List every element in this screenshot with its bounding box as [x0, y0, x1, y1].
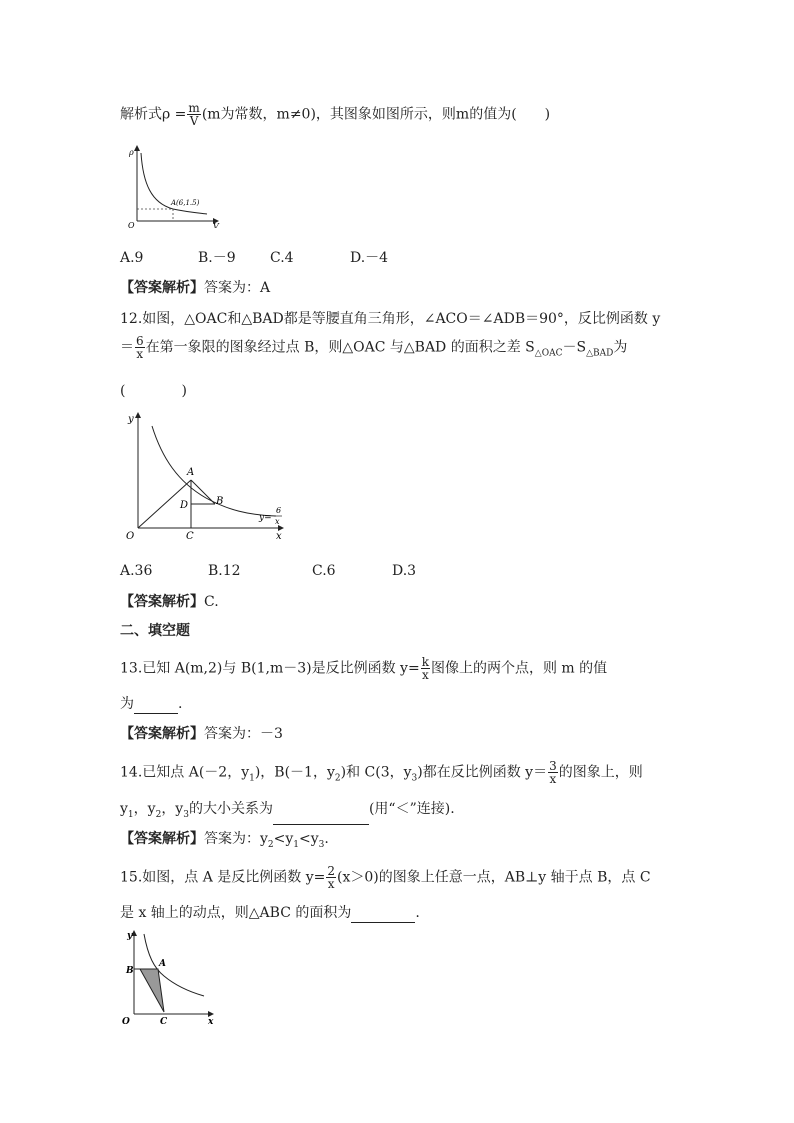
- q13-line-2: 为 .: [120, 696, 183, 712]
- q11-point-label: A(6,1.5): [171, 199, 200, 207]
- q12-curve-label-num: 6: [276, 506, 282, 515]
- q12-option-a: A.36: [120, 563, 153, 579]
- q15-x-label: x: [208, 1017, 214, 1026]
- q15-a-label: A: [159, 959, 166, 969]
- q15-o-label: O: [122, 1017, 130, 1026]
- q11-x-label: V: [213, 222, 219, 228]
- q14-blank[interactable]: [273, 810, 369, 825]
- q12-line-3: ( ): [120, 383, 187, 399]
- q13-blank[interactable]: [134, 699, 178, 714]
- q11-graph: [125, 143, 225, 228]
- q14-line-1: 14.已知点 A(－2，$y_1$)，B(－1，$y_2$)和 C(3，$y_3$)都在反比例函数 y＝ $\frac{3}{x}$ 的图象上，则: [120, 759, 643, 786]
- q11-option-b: B.－9: [198, 250, 236, 266]
- q12-x-label: x: [276, 531, 282, 542]
- q13-line-1: 13.已知 A(m,2)与 B(1,m－3)是反比例函数 y= $\frac{k}{x}$ 图像上的两个点，则 m 的值: [120, 655, 608, 682]
- q12-line-2: ＝ $\frac{6}{x}$ 在第一象限的图象经过点 B，则△OAC 与△BAD 的面积之差 $S_{\triangle OAC}-S_{\triangle BAD}$为: [120, 334, 628, 361]
- q11-text: 解析式ρ = $\frac{m}{V}$ (m为常数，m≠0)，其图象如图所示，则m的值为( ): [120, 101, 551, 128]
- q12-d-label: D: [180, 500, 189, 511]
- q12-y-label: y: [128, 414, 134, 425]
- q12-curve-label-prefix: y=: [259, 513, 272, 523]
- q14-line-2: $y_1$，$y_2$，$y_3$的大小关系为 (用“＜”连接).: [120, 799, 455, 825]
- q12-option-d: D.3: [392, 563, 417, 579]
- q15-b-label: B: [126, 966, 134, 976]
- q12-graph: [118, 408, 290, 544]
- q12-c-label: C: [186, 531, 194, 542]
- q11-fraction: $\frac{m}{V}$: [188, 101, 200, 128]
- q15-blank[interactable]: [351, 908, 415, 923]
- q14-answer: 【答案解析】答案为：$y_2<y_1<y_3$.: [120, 831, 329, 850]
- q15-line-1: 15.如图，点 A 是反比例函数 y= $\frac{2}{x}$ (x＞0)的图象上任意一点，AB⊥y 轴于点 B，点 C: [120, 864, 651, 891]
- q13-answer: 【答案解析】答案为：－3: [120, 726, 283, 742]
- q12-o-label: O: [126, 531, 135, 542]
- q15-y-label: y: [127, 931, 133, 941]
- q15-line-2: 是 x 轴上的动点，则△ABC 的面积为 .: [120, 905, 420, 921]
- q15-graph: [118, 926, 223, 1026]
- q12-curve-label-den: x: [275, 517, 280, 526]
- q12-option-b: B.12: [208, 563, 241, 579]
- q12-line-1: 12.如图，△OAC和△BAD都是等腰直角三角形，∠ACO＝∠ADB＝90°，反比例函数 y: [120, 311, 661, 327]
- q11-option-a: A.9: [120, 250, 144, 266]
- q11-origin-label: O: [128, 221, 135, 228]
- q12-answer: 【答案解析】C.: [120, 594, 219, 610]
- q12-b-label: B: [216, 496, 224, 507]
- section-title: 二、填空题: [120, 623, 190, 639]
- q11-option-c: C.4: [270, 250, 294, 266]
- q12-a-label: A: [187, 467, 195, 478]
- q11-option-d: D.－4: [350, 250, 389, 266]
- q12-options: [120, 561, 416, 581]
- q11-options: [120, 248, 388, 268]
- q11-y-label: ρ: [129, 148, 134, 157]
- q15-c-label: C: [160, 1017, 168, 1026]
- q11-answer: 【答案解析】答案为：A: [120, 280, 271, 296]
- q12-option-c: C.6: [312, 563, 336, 579]
